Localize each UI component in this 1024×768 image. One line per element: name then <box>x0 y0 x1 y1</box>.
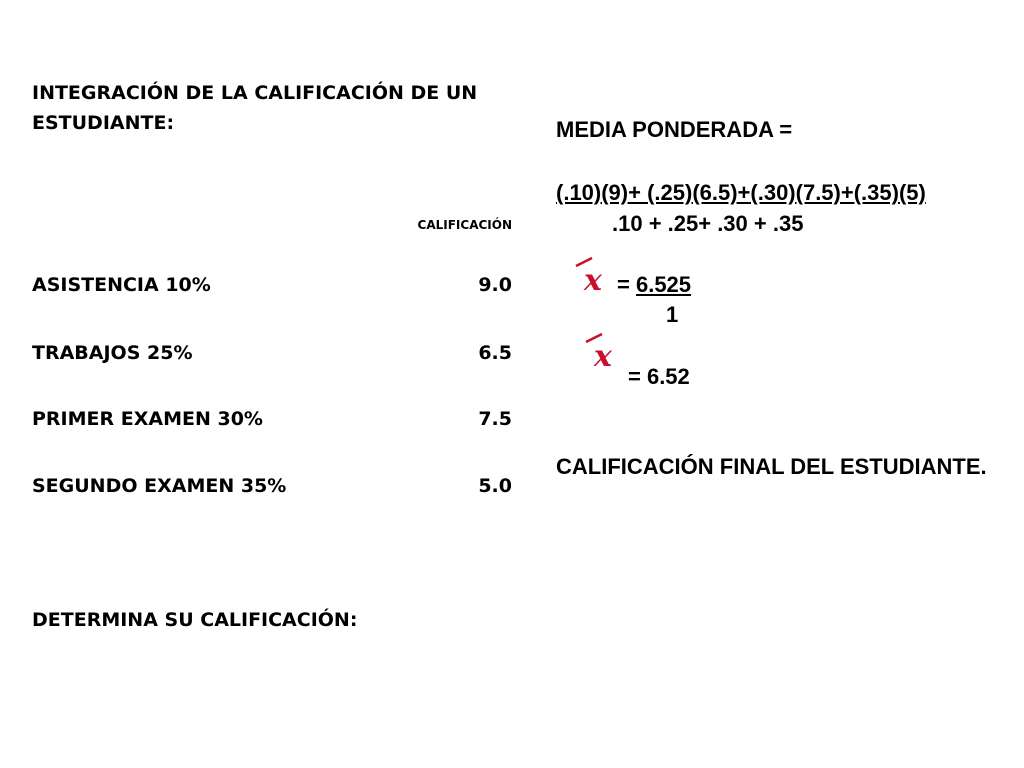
row-label-primer-examen: PRIMER EXAMEN 30% <box>32 408 263 430</box>
row-value-asistencia: 9.0 <box>478 274 512 296</box>
result-rounded: = 6.52 <box>628 364 690 389</box>
row-value-segundo-examen: 5.0 <box>478 475 512 497</box>
result-fraction-numerator <box>617 272 691 298</box>
result-equals: = <box>617 272 636 297</box>
column-header-calificacion: CALIFICACIÓN <box>417 218 512 232</box>
x-bar-icon <box>572 254 612 294</box>
row-label-segundo-examen: SEGUNDO EXAMEN 35% <box>32 475 287 497</box>
formula-numerator-text: (.10)(9)+ (.25)(6.5)+(.30)(7.5)+(.35)(5) <box>556 180 926 205</box>
formula-title: MEDIA PONDERADA = <box>556 117 793 142</box>
x-bar-icon <box>582 330 622 370</box>
row-label-asistencia: ASISTENCIA 10% <box>32 274 211 296</box>
page-title: INTEGRACIÓN DE LA CALIFICACIÓN DE UN ESTUDIANTE: <box>32 82 478 134</box>
formula-numerator <box>556 180 926 206</box>
row-label-trabajos: TRABAJOS 25% <box>32 342 193 364</box>
formula-denominator: .10 + .25+ .30 + .35 <box>612 211 804 236</box>
row-value-trabajos: 6.5 <box>478 342 512 364</box>
result-numerator-value: 6.525 <box>635 272 692 297</box>
row-value-primer-examen: 7.5 <box>478 408 512 430</box>
final-statement: CALIFICACIÓN FINAL DEL ESTUDIANTE. <box>556 454 987 479</box>
prompt-text: DETERMINA SU CALIFICACIÓN: <box>32 609 358 631</box>
result-fraction-denominator: 1 <box>666 302 679 327</box>
svg-text:x: x <box>594 339 612 370</box>
svg-text:x: x <box>584 263 602 294</box>
